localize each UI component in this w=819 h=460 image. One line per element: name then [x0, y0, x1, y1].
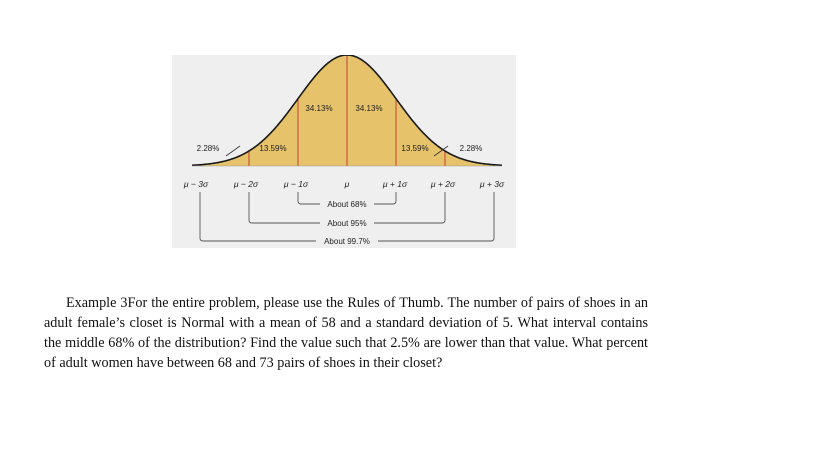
bracket-label-68: About 68% [327, 200, 367, 209]
bracket-label-95: About 95% [327, 219, 367, 228]
percent-label-band-right-2: 13.59% [401, 144, 429, 153]
percent-label-band-right-1: 34.13% [355, 104, 383, 113]
percent-label-tail-right: 2.28% [459, 144, 483, 153]
problem-text: For the entire problem, please use the Rules of Thumb. The number of pairs of shoes in an adult female’s closet is Normal with a mean of 58 and a standard deviation of 5. What interval contains the middle 68% of the distribution? Find the value such that 2.5% are lower than that value. What percent of adult women have between 68 and 73 pairs of shoes in their closet? [44, 295, 648, 371]
axis-label-mu-minus-2sd: μ − 2σ [233, 179, 259, 189]
axis-label-mu-plus-1sd: μ + 1σ [382, 179, 408, 189]
percent-label-band-left-1: 34.13% [305, 104, 333, 113]
problem-label: Example 3 [66, 295, 128, 311]
axis-label-mu: μ [344, 179, 350, 189]
bracket-label-99-7: About 99.7% [324, 237, 370, 246]
axis-label-mu-minus-3sd: μ − 3σ [183, 179, 209, 189]
percent-label-band-left-2: 13.59% [259, 144, 287, 153]
axis-label-mu-minus-1sd: μ − 1σ [283, 179, 309, 189]
axis-label-mu-plus-3sd: μ + 3σ [479, 179, 505, 189]
axis-label-mu-plus-2sd: μ + 2σ [430, 179, 456, 189]
normal-distribution-figure [172, 55, 516, 248]
problem-statement [44, 293, 648, 373]
percent-label-tail-left: 2.28% [196, 144, 220, 153]
